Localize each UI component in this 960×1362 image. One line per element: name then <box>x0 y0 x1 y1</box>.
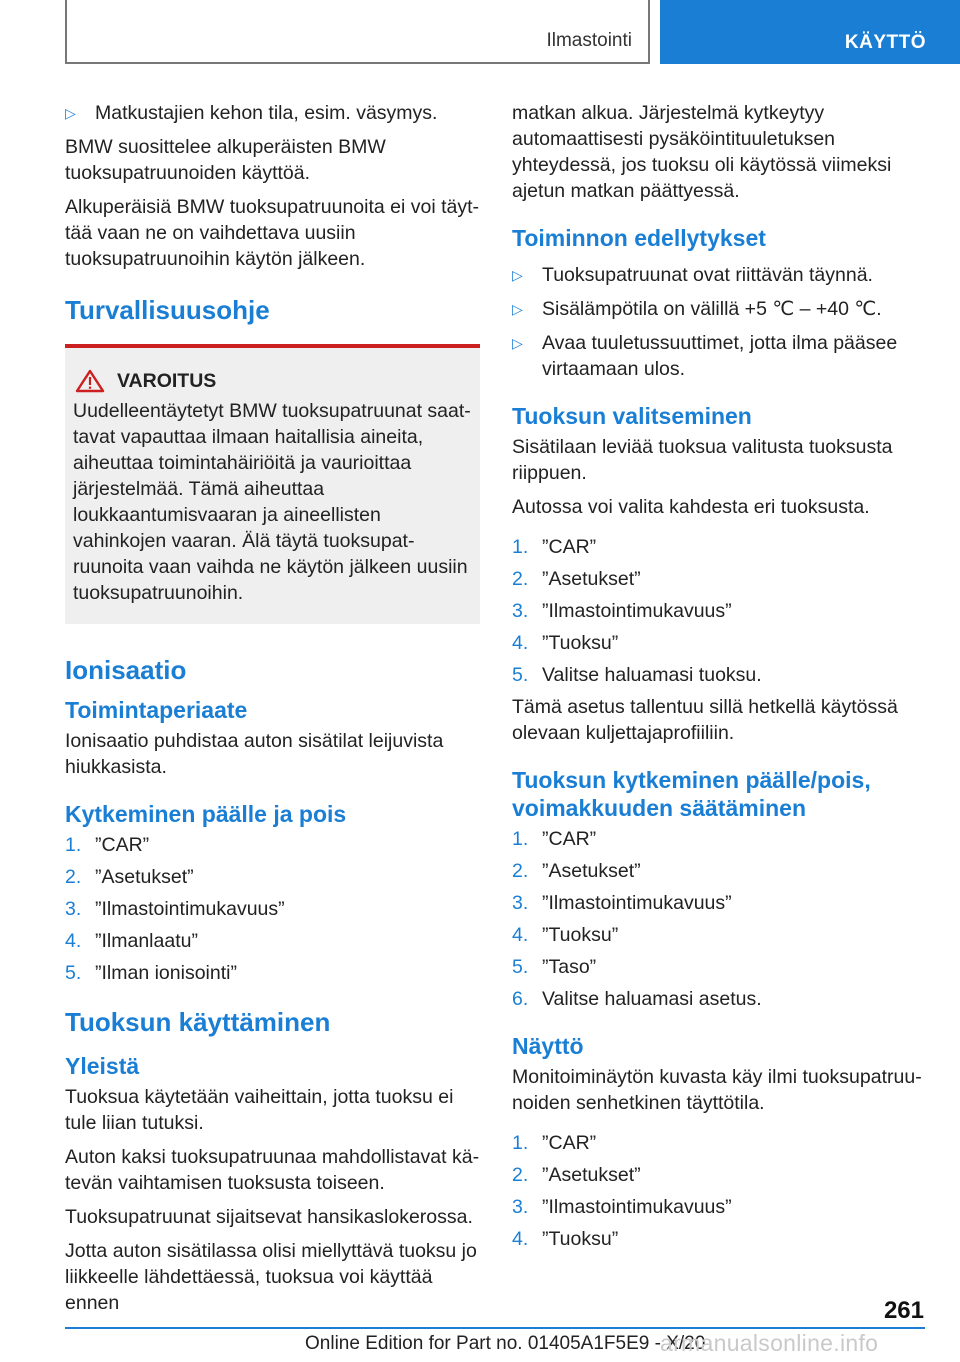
triangle-right-icon: ▷ <box>512 267 523 283</box>
heading-safety: Turvallisuusohje <box>65 295 270 325</box>
list-item: 4. ”Tuoksu” <box>512 632 619 654</box>
list-item: 5. Valitse haluamasi tuoksu. <box>512 664 762 686</box>
list-item: 1. ”CAR” <box>512 828 597 850</box>
paragraph-general-4: Jotta auton sisätilassa olisi miellyttävä tuoksu jo liikkeelle lähdettäessä, tuoksua voi käyttää ennen <box>65 1240 477 1314</box>
paragraph-principle: Ionisaatio puhdistaa auton sisätilat leijuvista hiukkasista. <box>65 730 444 778</box>
bullet-item <box>65 100 480 126</box>
bullet-item: ▷ Avaa tuuletussuuttimet, jotta ilma pääsee virtaamaan ulos. <box>512 332 898 380</box>
paragraph-refill: Alkuperäisiä BMW tuoksupatruunoita ei voi täyttää vaan ne on vaihdettava uusiin tuoksupatruunoihin käytön jälkeen. <box>65 196 480 270</box>
paragraph-select-1: Sisätilaan leviää tuoksua valitusta tuoksusta riippuen. <box>512 436 893 484</box>
list-item: 3. ”Ilmastointimukavuus” <box>512 1196 732 1218</box>
list-item: 5. ”Taso” <box>512 956 597 978</box>
paragraph-recommend: BMW suosittelee alkuperäisten BMW tuoksupatruunoiden käyttöä. <box>65 136 386 184</box>
list-item: 2. ”Asetukset” <box>65 866 194 888</box>
heading-fragrance-use: Tuoksun käyttäminen <box>65 1007 331 1037</box>
list-item: 5. ”Ilman ionisointi” <box>65 962 237 984</box>
paragraph-select-3: Tämä asetus tallentuu sillä hetkellä käytössä olevaan kuljettajaprofiiliin. <box>512 696 898 744</box>
warning-triangle-icon <box>75 369 105 393</box>
list-item: 6. Valitse haluamasi asetus. <box>512 988 762 1010</box>
paragraph-general-3: Tuoksupatruunat sijaitsevat hansikaslokerossa. <box>65 1206 473 1228</box>
header-chapter-title: KÄYTTÖ <box>844 32 926 53</box>
paragraph-display: Monitoiminäytön kuvasta käy ilmi tuoksupatruunoiden senhetkinen täyttötila. <box>512 1066 922 1114</box>
steps-ion-list <box>65 832 480 986</box>
header-section-title: Ilmastointi <box>546 30 632 51</box>
heading-select: Tuoksun valitseminen <box>512 403 752 429</box>
list-item: 3. ”Ilmastointimukavuus” <box>65 898 285 920</box>
watermark-text: armanualsonline.info <box>660 1330 879 1356</box>
list-item: 4. ”Tuoksu” <box>512 924 619 946</box>
steps-display-list <box>512 1130 924 1252</box>
steps-select-list <box>512 534 924 688</box>
left-column <box>65 100 480 1324</box>
triangle-right-icon: ▷ <box>65 105 76 121</box>
heading-requirements: Toiminnon edellytykset <box>512 225 766 251</box>
heading-display: Näyttö <box>512 1033 584 1059</box>
warning-title <box>73 368 472 394</box>
triangle-right-icon: ▷ <box>512 301 523 317</box>
heading-intensity: Tuoksun kytkeminen päälle/pois, voimakkuuden säätäminen <box>512 767 871 821</box>
paragraph-general-2: Auton kaksi tuoksupatruunaa mahdollistavat kätevän vaihtamisen tuoksusta toiseen. <box>65 1146 480 1194</box>
list-item: 4. ”Ilmanlaatu” <box>65 930 198 952</box>
warning-label: VAROITUS <box>117 370 217 392</box>
bullet-text: Matkustajien kehon tila, esim. väsymys. <box>95 102 438 124</box>
paragraph-general-1: Tuoksua käytetään vaiheittain, jotta tuoksu ei tule liian tutuksi. <box>65 1086 454 1134</box>
heading-ionization: Ionisaatio <box>65 655 187 685</box>
warning-text: Uudelleentäytetyt BMW tuoksupatruunat saattavat vapauttaa ilmaan haitallisia aineita, aiheuttaa toimintahäiriöitä ja vaurioittaa järjestelmää. Tämä aiheuttaa loukkaantumisvaaran ja aineellisten vahinkojen vaaran. Älä täytä tuoksupatruunoita vaan vaihda ne käytön jälkeen uusiin tuoksupatruunoihin. <box>73 400 471 604</box>
heading-general: Yleistä <box>65 1053 140 1079</box>
list-item: 1. ”CAR” <box>65 834 150 856</box>
list-item: 1. ”CAR” <box>512 1132 597 1154</box>
bullet-item: ▷ Sisälämpötila on välillä +5 ℃ – +40 ℃. <box>512 298 882 320</box>
heading-switch-ion: Kytkeminen päälle ja pois <box>65 801 347 827</box>
steps-intensity-list <box>512 826 924 1012</box>
paragraph-select-2: Autossa voi valita kahdesta eri tuoksusta. <box>512 496 870 518</box>
list-item: 3. ”Ilmastointimukavuus” <box>512 892 732 914</box>
footer-divider <box>65 1327 925 1329</box>
header-section-tab <box>65 0 650 64</box>
list-item: 4. ”Tuoksu” <box>512 1228 619 1250</box>
page-number: 261 <box>883 1297 924 1324</box>
warning-box <box>65 344 480 624</box>
header-chapter-tab <box>660 0 960 64</box>
list-item: 1. ”CAR” <box>512 536 597 558</box>
paragraph-continue: matkan alkua. Järjestelmä kytkeytyy automaattisesti pysäköintituuletuksen yhteydessä, jos tuoksu oli käytössä viimeksi ajetun matkan päättyessä. <box>512 102 892 202</box>
list-item: 3. ”Ilmastointimukavuus” <box>512 600 732 622</box>
list-item: 2. ”Asetukset” <box>512 1164 641 1186</box>
footer-edition: Online Edition for Part no. 01405A1F5E9 - X/20 <box>305 1333 706 1354</box>
list-item: 2. ”Asetukset” <box>512 568 641 590</box>
heading-principle: Toimintaperiaate <box>65 697 248 723</box>
right-column <box>512 100 924 1258</box>
bullet-item: ▷ Tuoksupatruunat ovat riittävän täynnä. <box>512 264 873 286</box>
list-item: 2. ”Asetukset” <box>512 860 641 882</box>
triangle-right-icon: ▷ <box>512 335 523 351</box>
